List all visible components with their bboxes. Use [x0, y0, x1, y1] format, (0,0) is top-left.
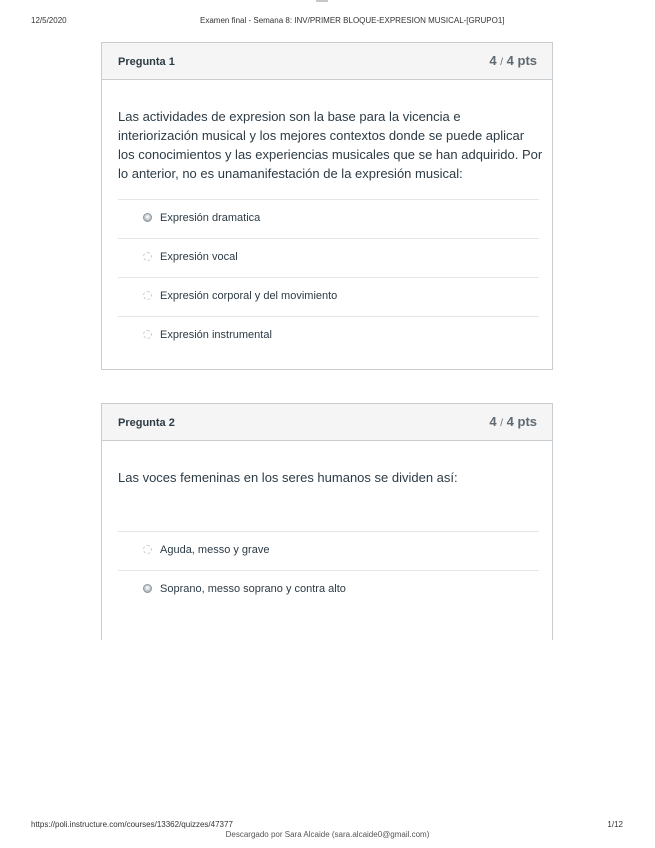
- score-earned: 4: [489, 53, 497, 68]
- download-notice: Descargado por Sara Alcaide (sara.alcaide0@gmail.com): [225, 830, 430, 839]
- top-page-mark: [316, 0, 328, 2]
- answer-option[interactable]: [118, 316, 539, 355]
- question-card-2: [101, 403, 553, 640]
- answer-option[interactable]: [118, 531, 539, 570]
- print-url: https://poli.instructure.com/courses/13362/quizzes/47377: [31, 820, 233, 829]
- answer-label: Expresión dramatica: [160, 212, 261, 224]
- answer-list: [118, 531, 539, 609]
- answer-option[interactable]: [118, 199, 539, 238]
- score-earned: 4: [489, 414, 497, 429]
- radio-selected-icon[interactable]: [143, 213, 152, 222]
- answer-label: Expresión instrumental: [160, 329, 272, 341]
- score-separator: /: [500, 418, 504, 429]
- radio-unselected-icon[interactable]: [143, 330, 152, 339]
- question-text: Las voces femeninas en los seres humanos se dividen así:: [118, 470, 458, 485]
- print-page-title: Examen final - Semana 8: INV/PRIMER BLOQUE-EXPRESION MUSICAL-[GRUPO1]: [200, 16, 505, 25]
- radio-unselected-icon[interactable]: [143, 291, 152, 300]
- score-possible: 4 pts: [506, 414, 537, 429]
- question-score: [489, 414, 537, 429]
- question-card-1: [101, 42, 553, 370]
- question-text: Las actividades de expresion son la base para la vicencia e interiorización musical y los mejores contextos donde se puede aplicar los conocimientos y las experiencias musicales que se han adquirido. Por lo anterior, no es unamanifestación de la expresión musical:: [118, 109, 543, 181]
- page-number: 1/12: [607, 820, 623, 829]
- radio-unselected-icon[interactable]: [143, 252, 152, 261]
- radio-selected-icon[interactable]: [143, 584, 152, 593]
- print-date: 12/5/2020: [31, 16, 67, 25]
- answer-option[interactable]: [118, 570, 539, 609]
- question-title: Pregunta 2: [118, 417, 175, 429]
- score-separator: /: [500, 57, 504, 68]
- question-score: [489, 53, 537, 68]
- answer-list: [118, 199, 539, 355]
- score-possible: 4 pts: [506, 53, 537, 68]
- question-title: Pregunta 1: [118, 56, 175, 68]
- answer-label: Soprano, messo soprano y contra alto: [160, 583, 346, 595]
- radio-unselected-icon[interactable]: [143, 545, 152, 554]
- answer-option[interactable]: [118, 277, 539, 316]
- answer-label: Aguda, messo y grave: [160, 544, 270, 556]
- question-header: [102, 43, 552, 80]
- answer-option[interactable]: [118, 238, 539, 277]
- question-header: [102, 404, 552, 441]
- answer-label: Expresión vocal: [160, 251, 238, 263]
- answer-label: Expresión corporal y del movimiento: [160, 290, 338, 302]
